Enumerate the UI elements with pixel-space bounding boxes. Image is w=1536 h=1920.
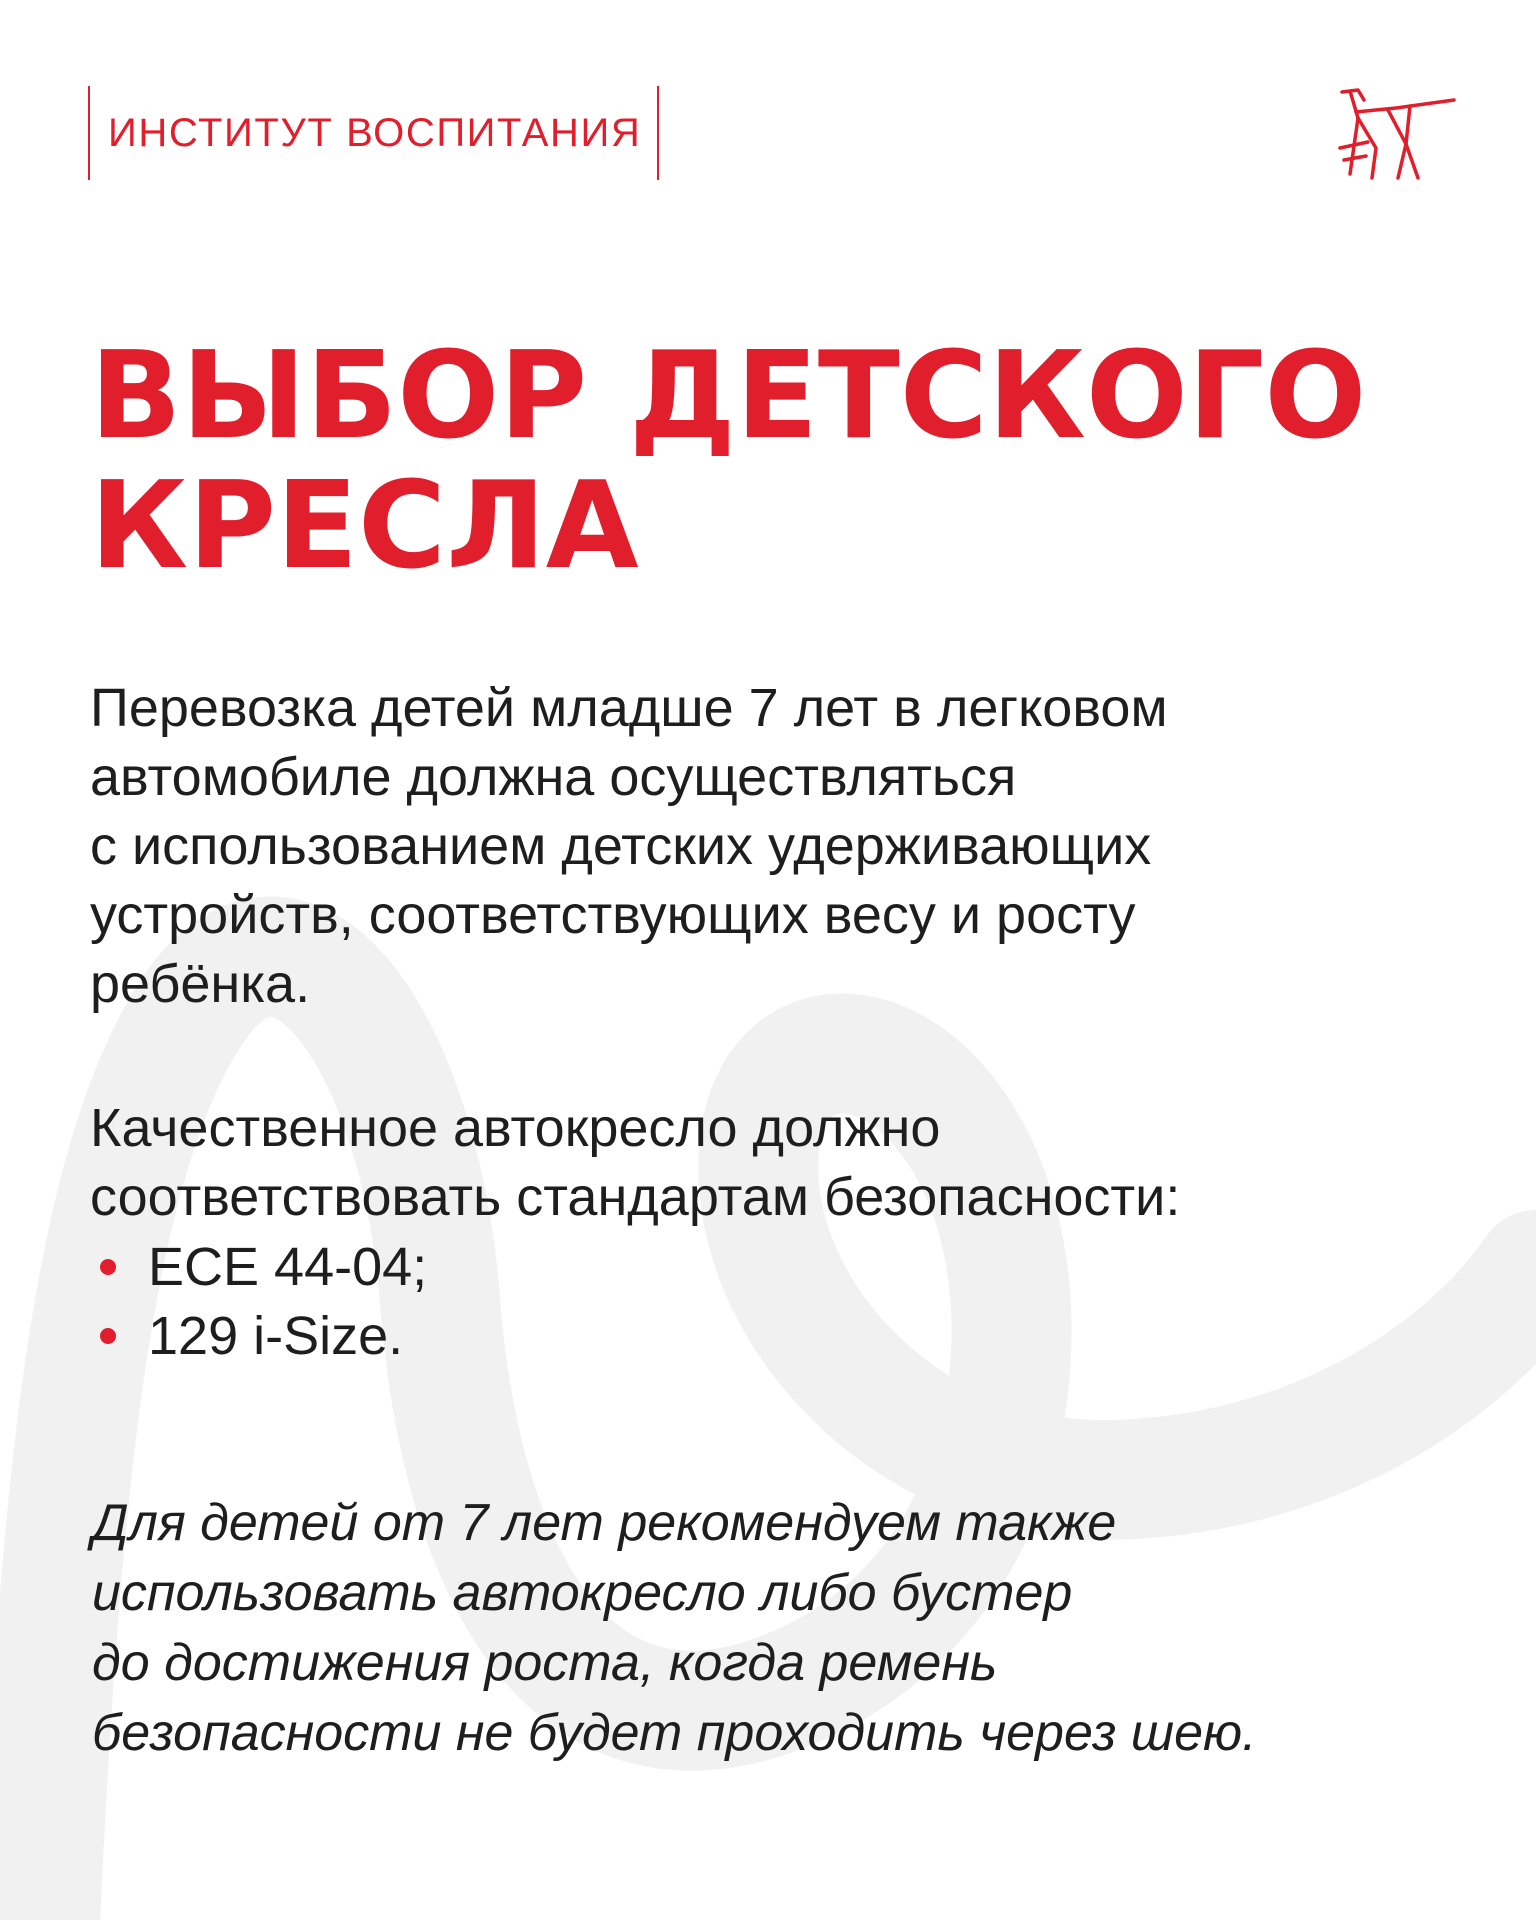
paragraph-line: устройств, соответствующих весу и росту bbox=[90, 885, 1136, 945]
paragraph-line: Качественное автокресло должно bbox=[90, 1098, 941, 1158]
standards-paragraph bbox=[90, 1094, 1470, 1232]
paragraph-line: автомобиле должна осуществляться bbox=[90, 747, 1017, 807]
standard-label: ECE 44-04; bbox=[148, 1236, 428, 1297]
paragraph-line: Перевозка детей младше 7 лет в легковом bbox=[90, 678, 1168, 738]
recommendation-note bbox=[92, 1488, 1472, 1768]
page-title bbox=[90, 327, 1390, 596]
bullet-icon bbox=[100, 1259, 116, 1275]
title-line: ВЫБОР ДЕТСКОГО bbox=[90, 327, 1367, 466]
paragraph-line: соответствовать стандартам безопасности: bbox=[90, 1167, 1181, 1227]
brand-name: ИНСТИТУТ ВОСПИТАНИЯ bbox=[108, 110, 642, 155]
list-item bbox=[90, 1301, 427, 1370]
paragraph-line: с использованием детских удерживающих bbox=[90, 816, 1152, 876]
note-line: использовать автокресло либо бустер bbox=[92, 1564, 1073, 1622]
note-line: безопасности не будет проходить через шею. bbox=[92, 1704, 1257, 1762]
horse-logo-icon bbox=[1336, 86, 1460, 186]
note-line: Для детей от 7 лет рекомендуем также bbox=[92, 1494, 1117, 1552]
title-line: КРЕСЛА bbox=[90, 457, 639, 596]
list-item bbox=[90, 1232, 427, 1301]
brand-header bbox=[88, 86, 659, 180]
intro-paragraph bbox=[90, 674, 1470, 1019]
standard-label: 129 i-Size. bbox=[148, 1305, 404, 1366]
bullet-icon bbox=[100, 1328, 116, 1344]
brand-divider-right bbox=[657, 86, 659, 180]
standards-list bbox=[90, 1232, 427, 1370]
paragraph-line: ребёнка. bbox=[90, 954, 311, 1014]
note-line: до достижения роста, когда ремень bbox=[92, 1634, 998, 1692]
